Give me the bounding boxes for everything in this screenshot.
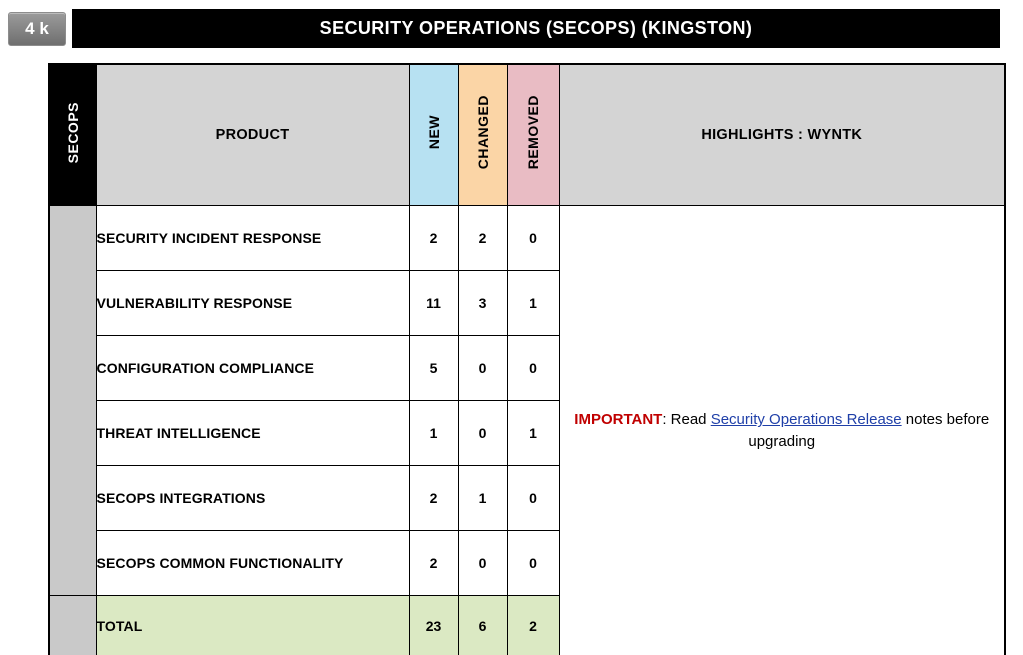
- product-name: SECOPS INTEGRATIONS: [96, 466, 409, 531]
- column-header-new-label: NEW: [425, 115, 442, 150]
- product-name: SECURITY INCIDENT RESPONSE: [96, 206, 409, 271]
- highlights-text-before: : Read: [662, 411, 711, 429]
- total-label: TOTAL: [96, 596, 409, 655]
- column-header-new: [409, 64, 458, 206]
- total-changed: 6: [458, 596, 507, 655]
- count-new: 5: [409, 336, 458, 401]
- count-removed: 1: [507, 271, 559, 336]
- count-removed: 0: [507, 336, 559, 401]
- count-changed: 0: [458, 401, 507, 466]
- product-name: THREAT INTELLIGENCE: [96, 401, 409, 466]
- count-changed: 1: [458, 466, 507, 531]
- column-header-removed-label: REMOVED: [525, 95, 541, 170]
- count-removed: 0: [507, 531, 559, 596]
- secops-table-container: [48, 63, 1004, 655]
- total-new: 23: [409, 596, 458, 655]
- highlights-cell: [559, 206, 1005, 655]
- column-header-highlights: HIGHLIGHTS : WYNTK: [559, 64, 1005, 206]
- table-row: [49, 206, 1005, 271]
- count-changed: 0: [458, 531, 507, 596]
- table-header-row: [49, 64, 1005, 206]
- count-changed: 0: [458, 336, 507, 401]
- count-new: 11: [409, 271, 458, 336]
- count-changed: 3: [458, 271, 507, 336]
- count-removed: 0: [507, 206, 559, 271]
- count-new: 2: [409, 531, 458, 596]
- column-header-removed: [507, 64, 559, 206]
- highlights-important-label: IMPORTANT: [574, 411, 663, 429]
- page-title: SECURITY OPERATIONS (SECOPS) (KINGSTON): [72, 9, 1000, 48]
- product-name: VULNERABILITY RESPONSE: [96, 271, 409, 336]
- rail-header-label: SECOPS: [64, 101, 81, 164]
- count-new: 2: [409, 466, 458, 531]
- secops-table: [48, 63, 1006, 655]
- rail-header: [49, 64, 96, 206]
- page-number-badge: 4 k: [8, 12, 66, 46]
- count-changed: 2: [458, 206, 507, 271]
- count-new: 2: [409, 206, 458, 271]
- product-name: CONFIGURATION COMPLIANCE: [96, 336, 409, 401]
- product-name: SECOPS COMMON FUNCTIONALITY: [96, 531, 409, 596]
- count-removed: 0: [507, 466, 559, 531]
- total-removed: 2: [507, 596, 559, 655]
- security-operations-release-link[interactable]: Security Operations Release: [710, 411, 902, 429]
- rail-total: [49, 596, 96, 655]
- highlights-text-after: notes before upgrading: [748, 411, 990, 450]
- column-header-changed: [458, 64, 507, 206]
- count-removed: 1: [507, 401, 559, 466]
- count-new: 1: [409, 401, 458, 466]
- column-header-changed-label: CHANGED: [474, 95, 491, 170]
- column-header-product: PRODUCT: [96, 64, 409, 206]
- rail-body: [49, 206, 96, 596]
